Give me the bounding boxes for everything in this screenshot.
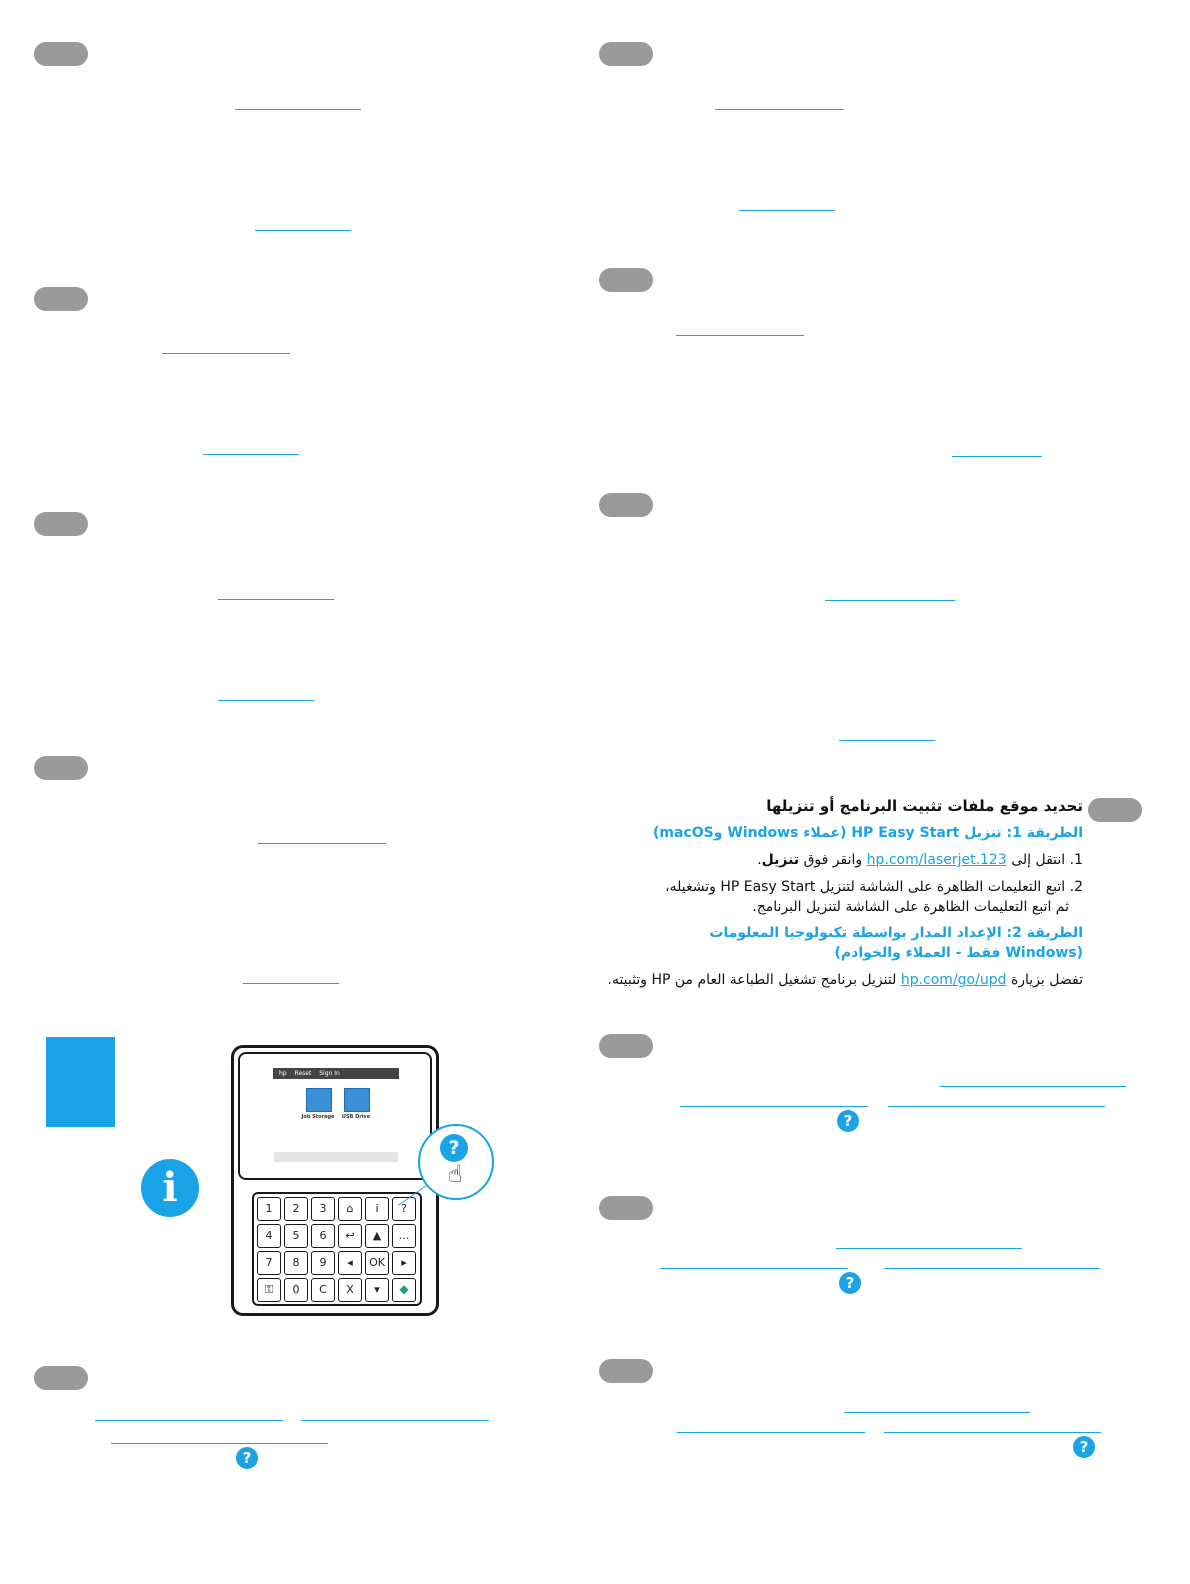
link-underline[interactable] (255, 230, 351, 231)
keypad-key: ◂ (338, 1251, 362, 1275)
link-underline[interactable] (739, 210, 835, 211)
keypad-key: ▾ (365, 1278, 389, 1302)
link-underline[interactable] (715, 109, 844, 110)
language-pill (34, 512, 88, 536)
language-pill (1088, 798, 1142, 822)
link-underline[interactable] (258, 843, 386, 844)
help-icon[interactable]: ? (236, 1447, 258, 1469)
tile-label: USB Drive (341, 1114, 371, 1120)
help-icon: ? (440, 1134, 468, 1162)
link-underline[interactable] (203, 454, 299, 455)
keypad-key: 5 (284, 1224, 308, 1248)
keypad-key: i (365, 1197, 389, 1221)
link-underline[interactable] (884, 1432, 1101, 1433)
method1-heading: الطريقة 1: تنزيل HP Easy Start (عملاء Windows وmacOS) (653, 825, 1083, 841)
keypad-key: ? (392, 1197, 416, 1221)
usb-drive-tile (344, 1088, 370, 1112)
keypad-key: X (338, 1278, 362, 1302)
link-underline[interactable] (940, 1086, 1126, 1087)
link-underline[interactable] (825, 600, 955, 601)
help-icon[interactable]: ? (839, 1272, 861, 1294)
language-tab (46, 1037, 115, 1127)
keypad-key: 8 (284, 1251, 308, 1275)
keypad-key: ↩ (338, 1224, 362, 1248)
link-underline[interactable] (844, 1412, 1030, 1413)
link-underline[interactable] (677, 1432, 865, 1433)
tile-label: Job Storage (301, 1114, 335, 1120)
link-underline[interactable] (301, 1420, 489, 1421)
language-pill (599, 42, 653, 66)
keypad (252, 1192, 422, 1306)
step1-prefix: 1. انتقل إلى (1011, 852, 1083, 868)
keypad-key: ⌂ (338, 1197, 362, 1221)
language-pill (34, 287, 88, 311)
help-icon[interactable]: ? (837, 1110, 859, 1132)
link-underline[interactable] (243, 983, 339, 984)
download-label: تنزيل (761, 852, 800, 868)
language-pill (599, 493, 653, 517)
status-bar (274, 1152, 398, 1162)
language-pill (599, 1359, 653, 1383)
job-storage-tile (306, 1088, 332, 1112)
help-zoom-callout (418, 1124, 494, 1200)
keypad-key: 0 (284, 1278, 308, 1302)
keypad-key: 2 (284, 1197, 308, 1221)
keypad-key: 4 (257, 1224, 281, 1248)
language-pill (34, 42, 88, 66)
visit-suffix: لتنزيل برنامج تشغيل الطباعة العام من HP وتثبيته. (607, 972, 897, 988)
link-underline[interactable] (111, 1443, 328, 1444)
visit-prefix: تفضل بزيارة (1010, 972, 1083, 988)
keypad-key: ▸ (392, 1251, 416, 1275)
step1-end: . (757, 852, 762, 868)
keypad-key: 9 (311, 1251, 335, 1275)
reset-button: Reset (294, 1070, 312, 1077)
link-underline[interactable] (162, 353, 290, 354)
help-icon[interactable]: ? (1073, 1436, 1095, 1458)
upd-instruction (608, 972, 1084, 988)
info-icon: i (141, 1159, 199, 1217)
touchscreen (238, 1052, 432, 1180)
link-underline[interactable] (680, 1106, 868, 1107)
link-underline[interactable] (218, 700, 314, 701)
keypad-key: 6 (311, 1224, 335, 1248)
language-pill (34, 1366, 88, 1390)
method2-heading-line2: (Windows فقط - العملاء والخوادم) (834, 945, 1083, 961)
keypad-key: 1 (257, 1197, 281, 1221)
section-title: تحديد موقع ملفات تثبيت البرنامج أو تنزيلها (766, 797, 1083, 815)
keypad-key: ⚿ (257, 1278, 281, 1302)
language-pill (599, 1196, 653, 1220)
link-underline[interactable] (839, 740, 935, 741)
link-underline[interactable] (836, 1248, 1022, 1249)
step1-mid: وانقر فوق (803, 852, 863, 868)
link-underline[interactable] (235, 109, 361, 110)
keypad-key: 3 (311, 1197, 335, 1221)
keypad-key: 7 (257, 1251, 281, 1275)
link-underline[interactable] (884, 1268, 1100, 1269)
link-underline[interactable] (888, 1106, 1105, 1107)
keypad-key: … (392, 1224, 416, 1248)
upd-link[interactable]: hp.com/go/upd (900, 972, 1007, 988)
method2-heading-line1: الطريقة 2: الإعداد المدار بواسطة تكنولوجيا المعلومات (709, 925, 1083, 941)
language-pill (34, 756, 88, 780)
easy-start-link[interactable]: 123.hp.com/laserjet (866, 852, 1007, 868)
link-underline[interactable] (676, 335, 804, 336)
language-pill (599, 1034, 653, 1058)
printer-control-panel (231, 1045, 439, 1316)
keypad-key: ▲ (365, 1224, 389, 1248)
keypad-key: OK (365, 1251, 389, 1275)
step2-line1: 2. اتبع التعليمات الظاهرة على الشاشة لتنزيل HP Easy Start وتشغيله، (665, 879, 1083, 895)
link-underline[interactable] (218, 599, 334, 600)
keypad-key: C (311, 1278, 335, 1302)
link-underline[interactable] (660, 1268, 848, 1269)
step2-line2: ثم اتبع التعليمات الظاهرة على الشاشة لتنزيل البرنامج. (752, 899, 1069, 915)
screen-topbar (273, 1068, 399, 1079)
sign-in-button: Sign In (319, 1070, 340, 1077)
hp-logo: hp (279, 1070, 287, 1077)
language-pill (599, 268, 653, 292)
hand-pointer-icon: ☝ (448, 1160, 463, 1188)
link-underline[interactable] (95, 1420, 283, 1421)
step1 (757, 852, 1083, 868)
keypad-key: ◆ (392, 1278, 416, 1302)
link-underline[interactable] (952, 456, 1042, 457)
